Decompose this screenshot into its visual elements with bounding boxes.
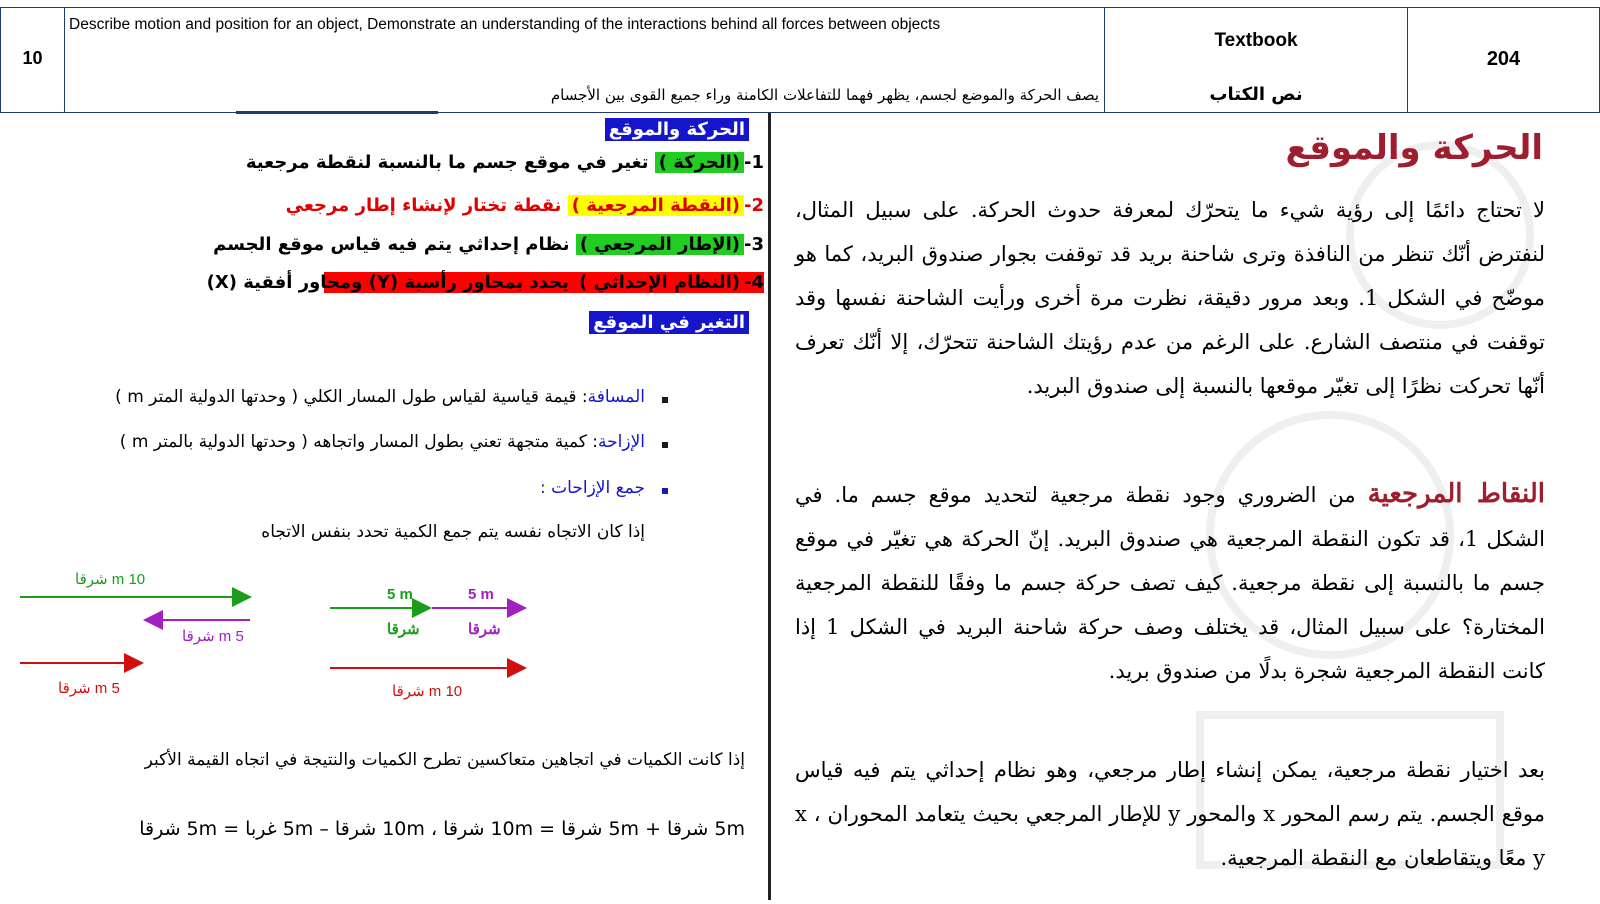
grade-number: 10 [22, 48, 43, 68]
bullet-marker [662, 488, 668, 494]
arrow-label-5m-1: 5 m [387, 586, 413, 603]
reference-points-text: من الضروري وجود نقطة مرجعية لتحديد موقع جسم ما. في الشكل 1، قد تكون النقطة المرجعية هي صندوق البريد. إنّ الحركة هي تغيّر في موقع جسم ما بالنسبة إلى نقطة مرجعية. كيف تصف حركة جسم ما وفقًا للنقطة المرجعية المختارة؟ على سبيل المثال، قد يختلف وصف حركة شاحنة البريد في الشكل 1 إذا كانت النقطة المرجعية شجرة بدلًا من صندوق بريد. [795, 483, 1545, 683]
item-definition: نظام إحداثي يتم فيه قياس موقع الجسم [213, 234, 570, 255]
arrow-label-east-2: شرقا [468, 621, 501, 638]
objective-english: Describe motion and position for an object, Demonstrate an understanding of the interactions behind all forces between objects [69, 16, 941, 33]
bullet-marker [662, 442, 668, 448]
notes-item-1 [246, 152, 764, 173]
header-objective-cell [64, 7, 1105, 113]
bullet-text: : قيمة قياسية لقياس طول المسار الكلي ( وحدتها الدولية المتر m ) [115, 387, 588, 407]
book-paragraph-1: لا تحتاج دائمًا إلى رؤية شيء ما يتحرّك لمعرفة حدوث الحركة. على سبيل المثال، لنفترض أنّك تنظر من النافذة وترى شاحنة بريد قد توقفت بجوار صندوق البريد، كما هو موضّح في الشكل 1. وبعد مرور دقيقة، نظرت مرة أخرى ورأيت الشاحنة نفسها وقد توقفت في منتصف الشارع. على الرغم من عدم رؤيتك الشاحنة تتحرّك، إلا أنّك تعرف أنّها تحركت نظرًا إلى تغيّر موقعها بالنسبة إلى صندوق البريد. [795, 198, 1545, 398]
item-definition: تغير في موقع جسم ما بالنسبة لنقطة مرجعية [245, 152, 649, 173]
book-paragraph-3: بعد اختيار نقطة مرجعية، يمكن إنشاء إطار مرجعي، وهو نظام إحداثي يتم فيه قياس موقع الجسم. يتم رسم المحور x والمحور y للإطار المرجعي بحيث يتعامد المحوران x ، y معًا ويتقاطعان مع النقطة المرجعية. [795, 758, 1545, 870]
item-number: 1- [743, 152, 764, 173]
header-grade-cell [0, 7, 65, 113]
header-source-cell [1104, 7, 1408, 113]
arrow-label-5m-2: 5 m [468, 586, 494, 603]
bullet-term: جمع الإزاحات : [540, 478, 645, 498]
objective-arabic: يصف الحركة والموضع لجسم، يظهر فهما للتفاعلات الكامنة وراء جميع القوى بين الأجسام [550, 86, 1099, 104]
bullet-term: المسافة [587, 387, 645, 407]
item-number: 3- [743, 234, 764, 255]
notes-item-2 [286, 195, 764, 216]
arrow-label-east-1: شرقا [387, 621, 420, 638]
item-number: 4- [743, 272, 764, 293]
item-number: 2- [743, 195, 764, 216]
arrow-label-10m-result: 10 m شرقا [392, 683, 463, 700]
header-underline [236, 111, 438, 114]
book-paragraph-2 [795, 472, 1545, 693]
item-definition: يحدد بمحاور رأسية (Y) ومحاور أفقية (X) [206, 272, 569, 293]
bullet-distance [115, 387, 645, 407]
equations-line: 5m شرقا + 5m شرقا = 10m شرقا ، 10m شرقا – 5m غربا = 5m شرقا [139, 818, 745, 840]
arrow-label-10m: 10 m شرقا [75, 571, 146, 588]
opposite-direction-text: إذا كانت الكميات في اتجاهين متعاكسين تطرح الكميات والنتيجة في اتجاه القيمة الأكبر [144, 750, 745, 770]
notes-title: الحركة والموقع [605, 118, 749, 141]
item-term: (الإطار المرجعي ) [576, 234, 744, 255]
header-page-cell [1407, 7, 1600, 113]
bullet-sum [540, 478, 645, 498]
item-term: (النقطة المرجعية ) [568, 195, 744, 216]
bullet-text: : كمية متجهة تعني بطول المسار واتجاهه ( وحدتها الدولية بالمتر m ) [119, 432, 599, 452]
item-definition: نقطة تختار لإنشاء إطار مرجعي [285, 195, 562, 216]
reference-points-heading: النقاط المرجعية [1367, 479, 1545, 509]
item-term: (النظام الإحداثي ) [579, 272, 740, 293]
source-english: Textbook [1214, 30, 1298, 51]
notes-item-3 [213, 234, 764, 255]
item-term: (الحركة ) [655, 152, 744, 173]
bullet-marker [662, 397, 668, 403]
bullet-displacement [120, 432, 645, 452]
notes-item-4 [206, 272, 764, 293]
notes-subtitle: التغير في الموقع [589, 311, 749, 334]
column-divider [768, 113, 771, 900]
page-number: 204 [1486, 48, 1521, 70]
arrow-label-5m-result: 5 m شرقا [58, 680, 120, 697]
source-arabic: نص الكتاب [1209, 84, 1303, 105]
book-title: الحركة والموقع [1285, 128, 1543, 168]
arrow-label-5m-west: 5 m شرقا [182, 628, 244, 645]
same-direction-text: إذا كان الاتجاه نفسه يتم جمع الكمية تحدد بنفس الاتجاه [261, 522, 645, 542]
bullet-term: الإزاحة [598, 432, 645, 452]
